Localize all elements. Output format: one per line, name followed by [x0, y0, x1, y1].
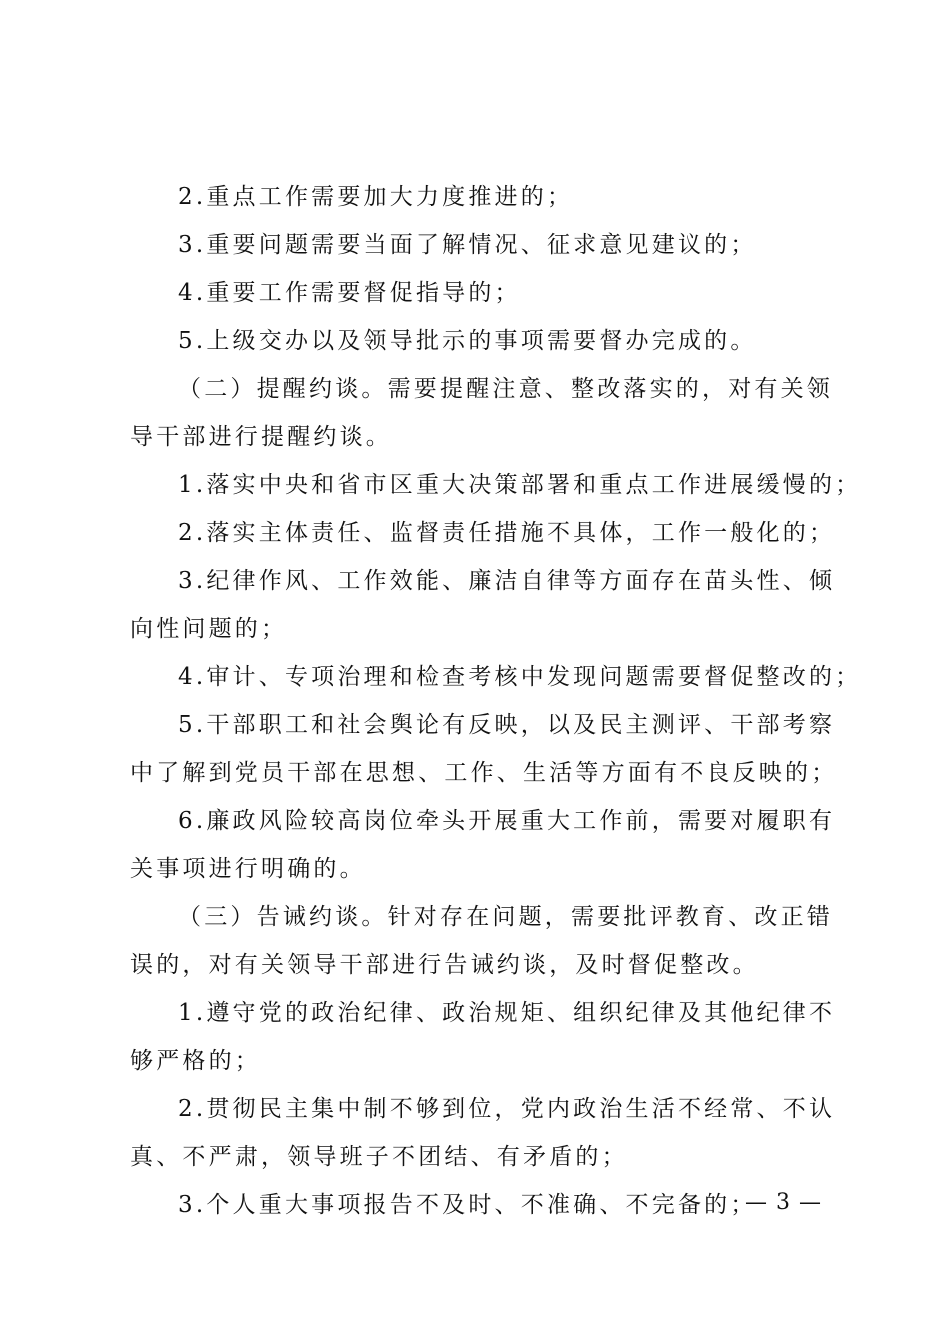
paragraph-line: 关事项进行明确的。	[130, 856, 366, 882]
paragraph-line: 3.重要问题需要当面了解情况、征求意见建议的；	[178, 232, 757, 258]
paragraph-line: 5.干部职工和社会舆论有反映，以及民主测评、干部考察	[178, 712, 836, 738]
section-heading-line: （三）告诫约谈。针对存在问题，需要批评教育、改正错	[178, 904, 833, 930]
paragraph-line: 够严格的；	[130, 1048, 261, 1074]
paragraph-line: 2.贯彻民主集中制不够到位，党内政治生活不经常、不认	[178, 1096, 836, 1122]
paragraph-line: 真、不严肃，领导班子不团结、有矛盾的；	[130, 1144, 628, 1170]
paragraph-line: 1.遵守党的政治纪律、政治规矩、组织纪律及其他纪律不	[178, 1000, 836, 1026]
paragraph-line: 4.审计、专项治理和检查考核中发现问题需要督促整改的；	[178, 664, 862, 690]
paragraph-line: 3.纪律作风、工作效能、廉洁自律等方面存在苗头性、倾	[178, 568, 836, 594]
paragraph-line: 1.落实中央和省市区重大决策部署和重点工作进展缓慢的；	[178, 472, 862, 498]
page-number: — 3 —	[745, 1190, 822, 1215]
paragraph-line: 中了解到党员干部在思想、工作、生活等方面有不良反映的；	[130, 760, 838, 786]
body-text	[130, 173, 862, 1229]
paragraph-line: 4.重要工作需要督促指导的；	[178, 280, 521, 306]
paragraph-line: 2.重点工作需要加大力度推进的；	[178, 184, 574, 210]
paragraph-line: 6.廉政风险较高岗位牵头开展重大工作前，需要对履职有	[178, 808, 836, 834]
paragraph-line: 3.个人重大事项报告不及时、不准确、不完备的；	[178, 1192, 757, 1218]
paragraph-line: 2.落实主体责任、监督责任措施不具体，工作一般化的；	[178, 520, 836, 546]
paragraph-line: 导干部进行提醒约谈。	[130, 424, 392, 450]
section-heading-line: （二）提醒约谈。需要提醒注意、整改落实的，对有关领	[178, 376, 833, 402]
paragraph-line: 误的，对有关领导干部进行告诫约谈，及时督促整改。	[130, 952, 759, 978]
paragraph-line: 向性问题的；	[130, 616, 288, 642]
paragraph-line: 5.上级交办以及领导批示的事项需要督办完成的。	[178, 328, 757, 354]
